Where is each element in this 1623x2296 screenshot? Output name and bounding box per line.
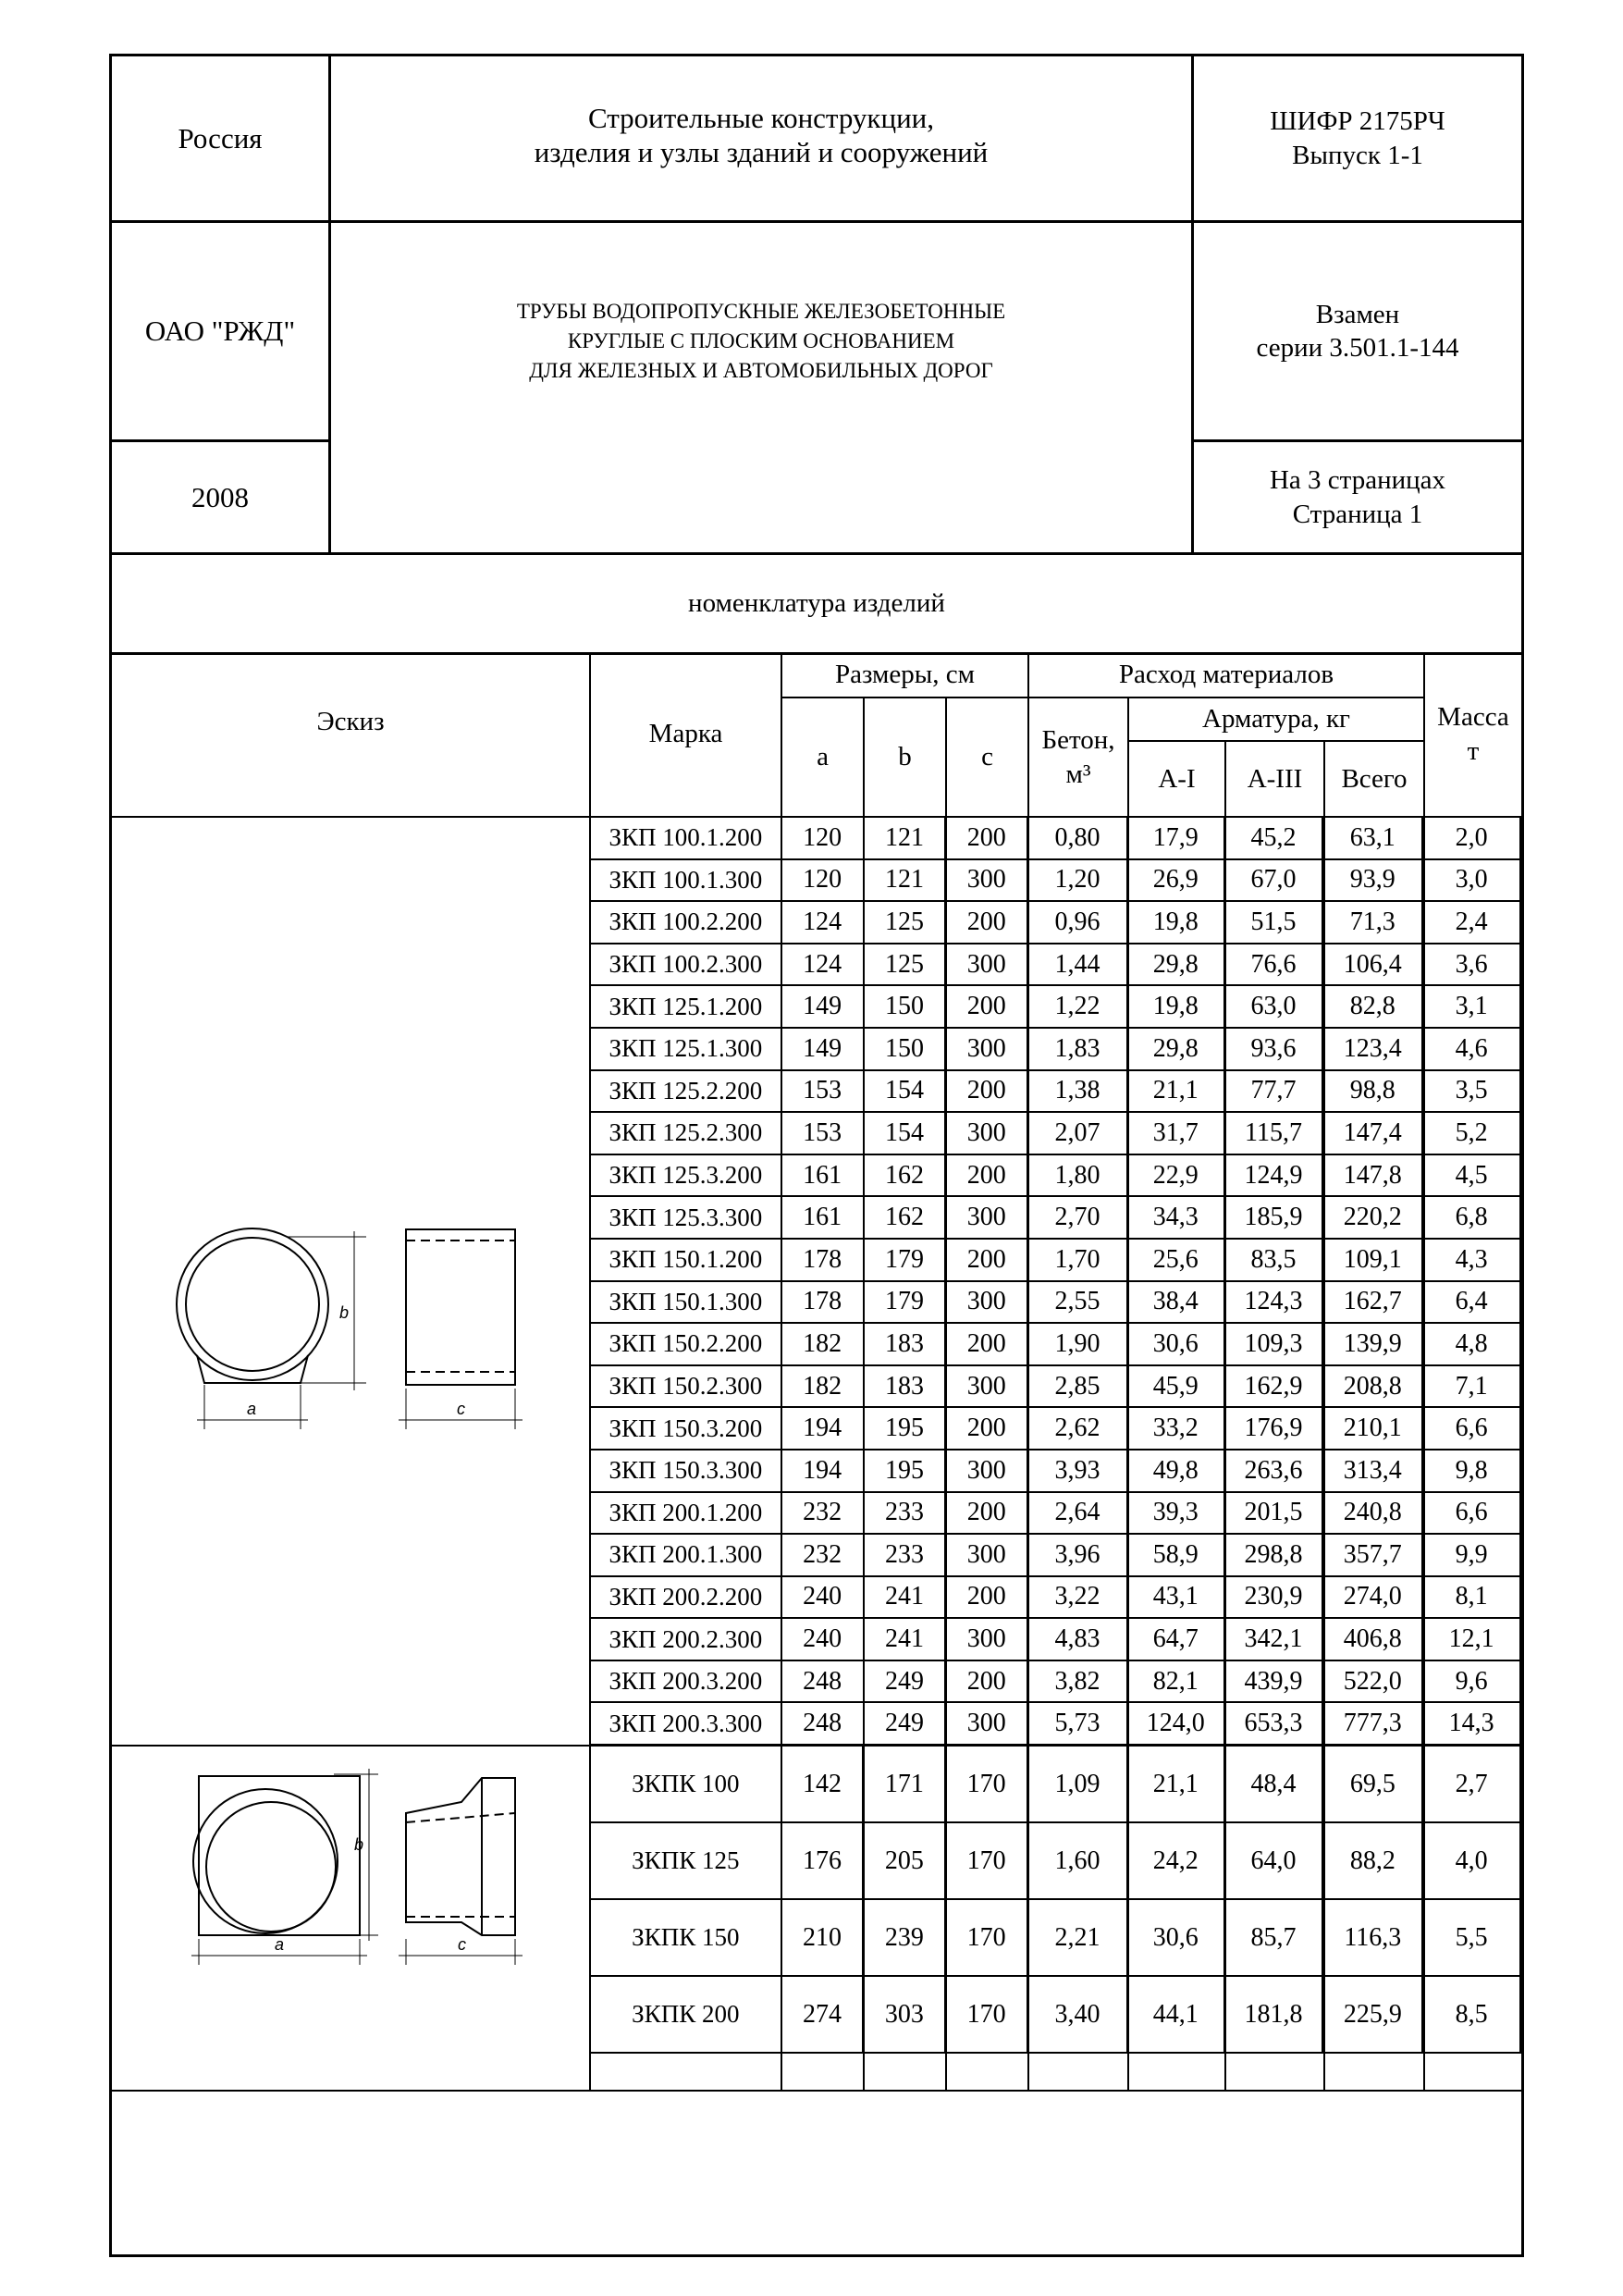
value-cell: 241: [864, 1618, 946, 1660]
value-cell: 2,7: [1422, 1746, 1520, 1822]
portal-side: [406, 1778, 515, 1935]
value-cell: 298,8: [1224, 1534, 1323, 1576]
value-cell: 300: [945, 1702, 1027, 1745]
mark-cell: ЗКП 100.1.300: [590, 859, 781, 902]
mark-cell: ЗКП 200.3.200: [590, 1660, 781, 1703]
zkpk-table: [589, 1745, 1521, 2054]
zkpk-row: [590, 1899, 1520, 1976]
value-cell: 49,8: [1127, 1450, 1224, 1492]
zkp-row: [590, 901, 1520, 944]
value-cell: 200: [945, 1154, 1027, 1197]
value-cell: 24,2: [1127, 1822, 1224, 1899]
value-cell: 170: [945, 1976, 1027, 2053]
mark-cell: ЗКП 150.2.200: [590, 1323, 781, 1365]
value-cell: 85,7: [1224, 1899, 1323, 1976]
value-cell: 12,1: [1422, 1618, 1520, 1660]
zkp-row: [590, 1407, 1520, 1450]
zkp-row: [590, 1534, 1520, 1576]
value-cell: 7,1: [1422, 1365, 1520, 1408]
value-cell: 2,64: [1027, 1492, 1127, 1535]
zkp-row: [590, 859, 1520, 902]
value-cell: 142: [781, 1746, 864, 1822]
zkp-table: [589, 816, 1521, 1746]
value-cell: 83,5: [1224, 1239, 1323, 1281]
value-cell: 2,70: [1027, 1196, 1127, 1239]
value-cell: 171: [863, 1746, 945, 1822]
value-cell: 5,2: [1422, 1112, 1520, 1154]
value-cell: 4,3: [1422, 1239, 1520, 1281]
zkp-row: [590, 944, 1520, 986]
value-cell: 232: [781, 1534, 864, 1576]
pipe-side-view: [406, 1229, 515, 1385]
header-dimensions: Размеры, см: [835, 659, 975, 689]
value-cell: 3,5: [1422, 1070, 1520, 1113]
value-cell: 63,0: [1224, 985, 1323, 1028]
value-cell: 124,3: [1224, 1281, 1323, 1324]
value-cell: 300: [945, 1534, 1027, 1576]
value-cell: 150: [864, 985, 946, 1028]
zkpk-sketch: [140, 1758, 584, 1970]
header-mark: Марка: [648, 719, 723, 749]
value-cell: 124: [781, 944, 864, 986]
value-cell: 116,3: [1322, 1899, 1422, 1976]
value-cell: 120: [781, 817, 864, 859]
header-sketch: Эскиз: [316, 706, 385, 736]
value-cell: 58,9: [1127, 1534, 1224, 1576]
value-cell: 3,93: [1027, 1450, 1127, 1492]
sketch-label-a: a: [275, 1935, 285, 1954]
country: Россия: [178, 121, 263, 154]
value-cell: 178: [781, 1281, 864, 1324]
mark-cell: ЗКПК 200: [590, 1976, 781, 2053]
mark-cell: ЗКП 200.1.300: [590, 1534, 781, 1576]
zkp-row: [590, 1196, 1520, 1239]
value-cell: 1,83: [1027, 1028, 1127, 1070]
value-cell: 3,0: [1422, 859, 1520, 902]
value-cell: 200: [945, 1492, 1027, 1535]
value-cell: 64,0: [1224, 1822, 1323, 1899]
value-cell: 357,7: [1322, 1534, 1422, 1576]
value-cell: 109,3: [1224, 1323, 1323, 1365]
value-cell: 241: [864, 1576, 946, 1619]
zkpk-row: [590, 1976, 1520, 2053]
mark-cell: ЗКП 125.1.200: [590, 985, 781, 1028]
sketch-label-b: b: [339, 1303, 350, 1322]
value-cell: 170: [945, 1746, 1027, 1822]
value-cell: 2,62: [1027, 1407, 1127, 1450]
value-cell: 170: [945, 1822, 1027, 1899]
pipe-inner-circle: [186, 1238, 319, 1371]
value-cell: 4,8: [1422, 1323, 1520, 1365]
document-title: ТРУБЫ ВОДОПРОПУСКНЫЕ ЖЕЛЕЗОБЕТОННЫЕ КРУГЛЫЕ С ПЛОСКИМ ОСНОВАНИЕМ ДЛЯ ЖЕЛЕЗНЫХ И АВТОМОБИЛЬНЫХ ДОРОГ: [516, 300, 1006, 383]
mark-cell: ЗКП 150.2.300: [590, 1365, 781, 1408]
value-cell: 200: [945, 1323, 1027, 1365]
value-cell: 2,07: [1027, 1112, 1127, 1154]
value-cell: 149: [781, 1028, 864, 1070]
pipe-outer-circle: [177, 1228, 328, 1380]
value-cell: 178: [781, 1239, 864, 1281]
value-cell: 154: [864, 1070, 946, 1113]
value-cell: 1,09: [1027, 1746, 1127, 1822]
zkp-row: [590, 1070, 1520, 1113]
value-cell: 232: [781, 1492, 864, 1535]
value-cell: 225,9: [1322, 1976, 1422, 2053]
value-cell: 6,8: [1422, 1196, 1520, 1239]
value-cell: 300: [945, 1365, 1027, 1408]
value-cell: 233: [864, 1492, 946, 1535]
zkp-row: [590, 985, 1520, 1028]
value-cell: 406,8: [1322, 1618, 1422, 1660]
value-cell: 125: [864, 901, 946, 944]
value-cell: 9,9: [1422, 1534, 1520, 1576]
value-cell: 5,5: [1422, 1899, 1520, 1976]
value-cell: 230,9: [1224, 1576, 1323, 1619]
header-materials: Расход материалов: [1118, 659, 1334, 689]
value-cell: 8,5: [1422, 1976, 1520, 2053]
value-cell: 300: [945, 859, 1027, 902]
value-cell: 300: [945, 944, 1027, 986]
page-count: На 3 страницах Страница 1: [1269, 465, 1445, 529]
value-cell: 300: [945, 1196, 1027, 1239]
value-cell: 19,8: [1127, 901, 1224, 944]
zkp-sketch: [149, 1216, 584, 1457]
value-cell: 342,1: [1224, 1618, 1323, 1660]
value-cell: 124: [781, 901, 864, 944]
value-cell: 22,9: [1127, 1154, 1224, 1197]
value-cell: 82,8: [1322, 985, 1422, 1028]
zkp-row: [590, 1450, 1520, 1492]
value-cell: 125: [864, 944, 946, 986]
value-cell: 195: [864, 1407, 946, 1450]
value-cell: 1,38: [1027, 1070, 1127, 1113]
value-cell: 39,3: [1127, 1492, 1224, 1535]
value-cell: 181,8: [1224, 1976, 1323, 2053]
value-cell: 2,0: [1422, 817, 1520, 859]
mark-cell: ЗКП 125.2.300: [590, 1112, 781, 1154]
value-cell: 3,82: [1027, 1660, 1127, 1703]
header-concrete: Бетон, м³: [1041, 725, 1115, 789]
value-cell: 179: [864, 1239, 946, 1281]
value-cell: 153: [781, 1070, 864, 1113]
value-cell: 3,96: [1027, 1534, 1127, 1576]
value-cell: 17,9: [1127, 817, 1224, 859]
drawing-sheet: [109, 54, 1524, 2257]
value-cell: 19,8: [1127, 985, 1224, 1028]
value-cell: 45,9: [1127, 1365, 1224, 1408]
value-cell: 76,6: [1224, 944, 1323, 986]
value-cell: 0,96: [1027, 901, 1127, 944]
section-title: номенклатура изделий: [688, 588, 945, 619]
value-cell: 150: [864, 1028, 946, 1070]
value-cell: 71,3: [1322, 901, 1422, 944]
value-cell: 303: [863, 1976, 945, 2053]
category: Строительные конструкции, изделия и узлы зданий и сооружений: [534, 101, 989, 168]
value-cell: 274,0: [1322, 1576, 1422, 1619]
mark-cell: ЗКПК 100: [590, 1746, 781, 1822]
value-cell: 1,22: [1027, 985, 1127, 1028]
value-cell: 9,6: [1422, 1660, 1520, 1703]
value-cell: 439,9: [1224, 1660, 1323, 1703]
header-rebar-a1: A-I: [1158, 763, 1196, 794]
sketch-label-a: a: [247, 1400, 257, 1418]
value-cell: 153: [781, 1112, 864, 1154]
value-cell: 3,1: [1422, 985, 1520, 1028]
header-rebar: Арматура, кг: [1202, 704, 1350, 734]
value-cell: 161: [781, 1196, 864, 1239]
nomenclature-area: [112, 652, 1521, 2165]
mark-cell: ЗКП 125.3.200: [590, 1154, 781, 1197]
value-cell: 31,7: [1127, 1112, 1224, 1154]
value-cell: 4,5: [1422, 1154, 1520, 1197]
value-cell: 93,9: [1322, 859, 1422, 902]
value-cell: 240,8: [1322, 1492, 1422, 1535]
value-cell: 30,6: [1127, 1323, 1224, 1365]
value-cell: 82,1: [1127, 1660, 1224, 1703]
value-cell: 208,8: [1322, 1365, 1422, 1408]
value-cell: 200: [945, 1407, 1027, 1450]
value-cell: 29,8: [1127, 944, 1224, 986]
mark-cell: ЗКП 125.2.200: [590, 1070, 781, 1113]
value-cell: 5,73: [1027, 1702, 1127, 1745]
mark-cell: ЗКП 100.1.200: [590, 817, 781, 859]
value-cell: 4,83: [1027, 1618, 1127, 1660]
value-cell: 263,6: [1224, 1450, 1323, 1492]
mark-cell: ЗКП 150.3.200: [590, 1407, 781, 1450]
value-cell: 210: [781, 1899, 864, 1976]
value-cell: 170: [945, 1899, 1027, 1976]
value-cell: 300: [945, 1618, 1027, 1660]
year: 2008: [191, 480, 249, 513]
value-cell: 200: [945, 817, 1027, 859]
value-cell: 26,9: [1127, 859, 1224, 902]
value-cell: 48,4: [1224, 1746, 1323, 1822]
value-cell: 194: [781, 1407, 864, 1450]
value-cell: 300: [945, 1028, 1027, 1070]
value-cell: 44,1: [1127, 1976, 1224, 2053]
value-cell: 2,21: [1027, 1899, 1127, 1976]
value-cell: 249: [864, 1660, 946, 1703]
value-cell: 195: [864, 1450, 946, 1492]
value-cell: 2,4: [1422, 901, 1520, 944]
value-cell: 25,6: [1127, 1239, 1224, 1281]
value-cell: 9,8: [1422, 1450, 1520, 1492]
value-cell: 162,9: [1224, 1365, 1323, 1408]
mark-cell: ЗКП 200.1.200: [590, 1492, 781, 1535]
value-cell: 200: [945, 901, 1027, 944]
value-cell: 6,6: [1422, 1492, 1520, 1535]
mark-cell: ЗКП 125.3.300: [590, 1196, 781, 1239]
value-cell: 2,85: [1027, 1365, 1127, 1408]
value-cell: 121: [864, 859, 946, 902]
value-cell: 182: [781, 1365, 864, 1408]
value-cell: 124,0: [1127, 1702, 1224, 1745]
value-cell: 179: [864, 1281, 946, 1324]
value-cell: 34,3: [1127, 1196, 1224, 1239]
value-cell: 4,0: [1422, 1822, 1520, 1899]
mark-cell: ЗКП 200.3.300: [590, 1702, 781, 1745]
replaces-series: Взамен серии 3.501.1-144: [1256, 299, 1459, 363]
value-cell: 106,4: [1322, 944, 1422, 986]
value-cell: 248: [781, 1702, 864, 1745]
value-cell: 1,70: [1027, 1239, 1127, 1281]
value-cell: 154: [864, 1112, 946, 1154]
sketch-label-c: c: [458, 1935, 466, 1954]
value-cell: 30,6: [1127, 1899, 1224, 1976]
value-cell: 67,0: [1224, 859, 1323, 902]
value-cell: 63,1: [1322, 817, 1422, 859]
zkp-row: [590, 817, 1520, 859]
value-cell: 14,3: [1422, 1702, 1520, 1745]
value-cell: 109,1: [1322, 1239, 1422, 1281]
value-cell: 200: [945, 1239, 1027, 1281]
zkp-row: [590, 1492, 1520, 1535]
mark-cell: ЗКП 200.2.200: [590, 1576, 781, 1619]
value-cell: 161: [781, 1154, 864, 1197]
value-cell: 120: [781, 859, 864, 902]
value-cell: 6,4: [1422, 1281, 1520, 1324]
mark-cell: ЗКП 150.3.300: [590, 1450, 781, 1492]
value-cell: 777,3: [1322, 1702, 1422, 1745]
value-cell: 313,4: [1322, 1450, 1422, 1492]
value-cell: 1,60: [1027, 1822, 1127, 1899]
zkp-row: [590, 1281, 1520, 1324]
value-cell: 4,6: [1422, 1028, 1520, 1070]
zkp-row: [590, 1154, 1520, 1197]
value-cell: 249: [864, 1702, 946, 1745]
value-cell: 1,20: [1027, 859, 1127, 902]
organization: ОАО "РЖД": [144, 315, 296, 348]
value-cell: 1,90: [1027, 1323, 1127, 1365]
header-rebar-a3: A-III: [1247, 763, 1303, 794]
mark-cell: ЗКП 200.2.300: [590, 1618, 781, 1660]
value-cell: 64,7: [1127, 1618, 1224, 1660]
mark-cell: ЗКП 150.1.300: [590, 1281, 781, 1324]
zkp-row: [590, 1112, 1520, 1154]
value-cell: 162,7: [1322, 1281, 1422, 1324]
header-dim-c: c: [981, 742, 993, 772]
value-cell: 124,9: [1224, 1154, 1323, 1197]
zkpk-row: [590, 1746, 1520, 1822]
value-cell: 3,22: [1027, 1576, 1127, 1619]
value-cell: 162: [864, 1154, 946, 1197]
table-bottom-line: [112, 2090, 1521, 2092]
value-cell: 210,1: [1322, 1407, 1422, 1450]
mark-cell: ЗКП 125.1.300: [590, 1028, 781, 1070]
sketch-label-b: b: [354, 1835, 364, 1854]
value-cell: 300: [945, 1281, 1027, 1324]
header-dim-b: b: [898, 742, 912, 772]
value-cell: 21,1: [1127, 1070, 1224, 1113]
header-rebar-total: Всего: [1341, 763, 1408, 794]
value-cell: 33,2: [1127, 1407, 1224, 1450]
value-cell: 147,8: [1322, 1154, 1422, 1197]
value-cell: 300: [945, 1112, 1027, 1154]
value-cell: 233: [864, 1534, 946, 1576]
zkp-row: [590, 1028, 1520, 1070]
value-cell: 121: [864, 817, 946, 859]
value-cell: 43,1: [1127, 1576, 1224, 1619]
value-cell: 98,8: [1322, 1070, 1422, 1113]
zkp-row: [590, 1702, 1520, 1745]
cipher: ШИФР 2175РЧ Выпуск 1-1: [1270, 106, 1445, 170]
mark-cell: ЗКП 100.2.300: [590, 944, 781, 986]
value-cell: 162: [864, 1196, 946, 1239]
value-cell: 200: [945, 985, 1027, 1028]
value-cell: 220,2: [1322, 1196, 1422, 1239]
zkp-row: [590, 1239, 1520, 1281]
header-dim-a: a: [817, 742, 829, 772]
zkp-row: [590, 1618, 1520, 1660]
value-cell: 77,7: [1224, 1070, 1323, 1113]
value-cell: 69,5: [1322, 1746, 1422, 1822]
value-cell: 205: [863, 1822, 945, 1899]
value-cell: 123,4: [1322, 1028, 1422, 1070]
value-cell: 8,1: [1422, 1576, 1520, 1619]
zkp-row: [590, 1660, 1520, 1703]
value-cell: 176,9: [1224, 1407, 1323, 1450]
value-cell: 274: [781, 1976, 864, 2053]
value-cell: 239: [863, 1899, 945, 1976]
value-cell: 240: [781, 1618, 864, 1660]
value-cell: 176: [781, 1822, 864, 1899]
value-cell: 185,9: [1224, 1196, 1323, 1239]
value-cell: 21,1: [1127, 1746, 1224, 1822]
zkp-row: [590, 1365, 1520, 1408]
value-cell: 93,6: [1224, 1028, 1323, 1070]
value-cell: 29,8: [1127, 1028, 1224, 1070]
sketch-label-c: c: [457, 1400, 465, 1418]
zkpk-row: [590, 1822, 1520, 1899]
value-cell: 139,9: [1322, 1323, 1422, 1365]
value-cell: 183: [864, 1365, 946, 1408]
value-cell: 3,40: [1027, 1976, 1127, 2053]
mark-cell: ЗКП 150.1.200: [590, 1239, 781, 1281]
value-cell: 2,55: [1027, 1281, 1127, 1324]
value-cell: 522,0: [1322, 1660, 1422, 1703]
zkp-row: [590, 1323, 1520, 1365]
value-cell: 147,4: [1322, 1112, 1422, 1154]
value-cell: 182: [781, 1323, 864, 1365]
value-cell: 45,2: [1224, 817, 1323, 859]
value-cell: 653,3: [1224, 1702, 1323, 1745]
mark-cell: ЗКПК 125: [590, 1822, 781, 1899]
value-cell: 115,7: [1224, 1112, 1323, 1154]
mark-cell: ЗКП 100.2.200: [590, 901, 781, 944]
mark-cell: ЗКПК 150: [590, 1899, 781, 1976]
value-cell: 194: [781, 1450, 864, 1492]
header-mass: Масса т: [1437, 702, 1509, 766]
zkp-row: [590, 1576, 1520, 1619]
value-cell: 201,5: [1224, 1492, 1323, 1535]
value-cell: 88,2: [1322, 1822, 1422, 1899]
value-cell: 149: [781, 985, 864, 1028]
value-cell: 1,80: [1027, 1154, 1127, 1197]
value-cell: 0,80: [1027, 817, 1127, 859]
value-cell: 248: [781, 1660, 864, 1703]
value-cell: 51,5: [1224, 901, 1323, 944]
value-cell: 240: [781, 1576, 864, 1619]
value-cell: 3,6: [1422, 944, 1520, 986]
value-cell: 6,6: [1422, 1407, 1520, 1450]
value-cell: 183: [864, 1323, 946, 1365]
value-cell: 1,44: [1027, 944, 1127, 986]
value-cell: 200: [945, 1576, 1027, 1619]
value-cell: 300: [945, 1450, 1027, 1492]
value-cell: 200: [945, 1660, 1027, 1703]
value-cell: 38,4: [1127, 1281, 1224, 1324]
value-cell: 200: [945, 1070, 1027, 1113]
